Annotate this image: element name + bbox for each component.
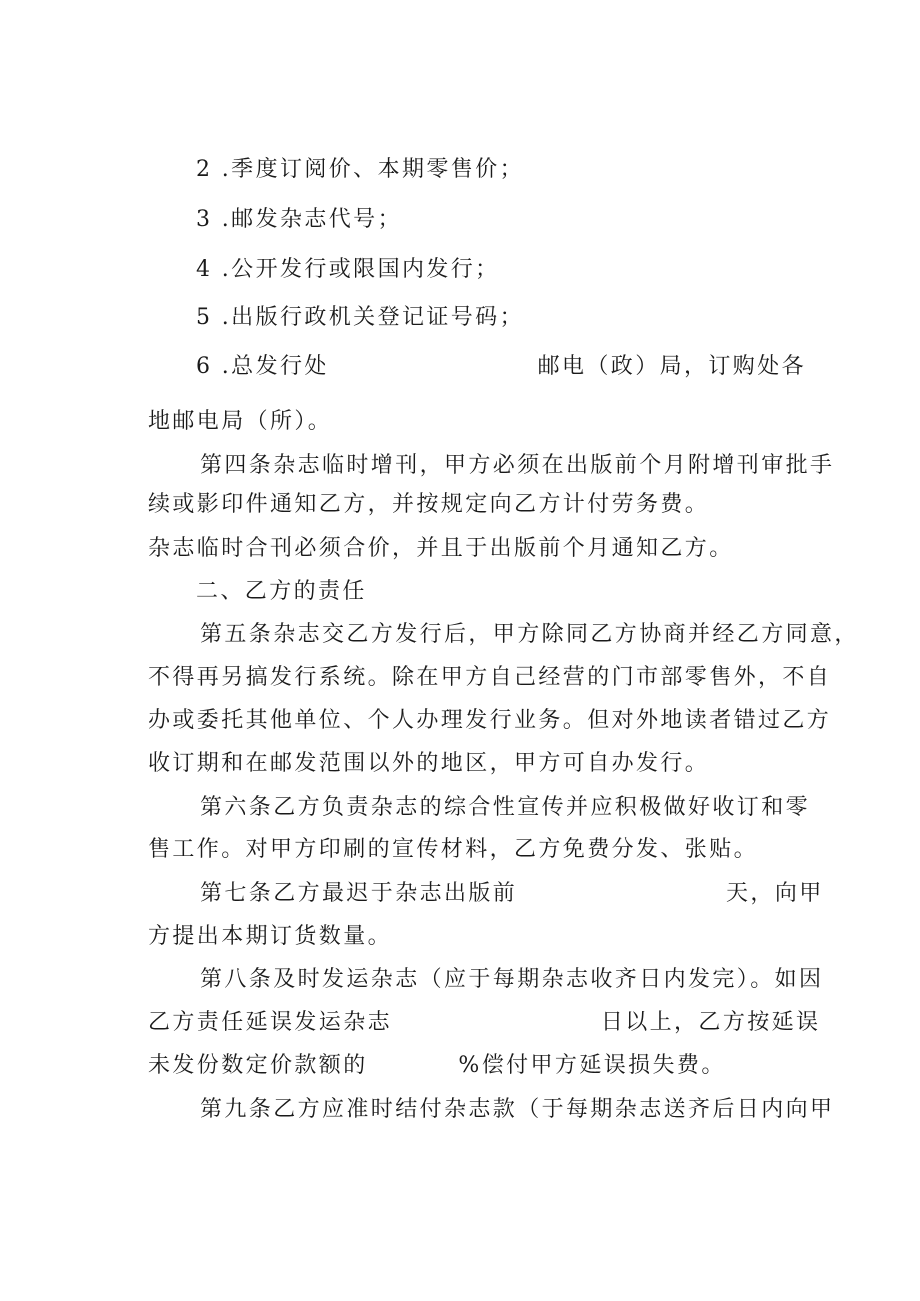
section-heading: 二、乙方的责任 — [196, 579, 367, 604]
list-item-6-part-a: 6 .总发行处 — [196, 354, 329, 379]
list-item-4: 4 .公开发行或限国内发行； — [196, 257, 500, 282]
article-7-line-1 — [200, 880, 824, 908]
article-7-line-2: 方提出本期订货数量。 — [148, 924, 393, 949]
article-4-line-2: 续或影印件通知乙方，并按规定向乙方计付劳务费。 — [148, 492, 710, 517]
article-5-line-3: 办或委托其他单位、个人办理发行业务。但对外地读者错过乙方 — [148, 708, 832, 733]
article-4-line-3: 杂志临时合刊必须合价，并且于出版前个月通知乙方。 — [148, 536, 734, 561]
list-item-6-continuation: 地邮电局（所）。 — [148, 409, 333, 434]
article-9-line-1: 第九条乙方应准时结付杂志款（于每期杂志送齐后日内向甲 — [200, 1097, 835, 1122]
list-item-6 — [196, 353, 806, 381]
article-5-line-1: 第五条杂志交乙方发行后，甲方除同乙方协商并经乙方同意， — [200, 622, 859, 647]
article-7-part-a: 第七条乙方最迟于杂志出版前 — [200, 881, 518, 906]
article-6-line-1: 第六条乙方负责杂志的综合性宣传并应积极做好收订和零 — [200, 795, 811, 820]
article-8-line-2 — [148, 1009, 820, 1037]
list-item-6-part-b: 邮电（政）局，订购处各 — [537, 354, 807, 379]
article-5-line-4: 收订期和在邮发范围以外的地区，甲方可自办发行。 — [148, 751, 710, 776]
article-7-part-b: 天，向甲 — [726, 881, 824, 906]
article-6-line-2: 售工作。对甲方印刷的宣传材料，乙方免费分发、张贴。 — [148, 837, 759, 862]
article-8-line-2-part-b: 日以上，乙方按延误 — [600, 1010, 821, 1035]
article-4-line-1: 第四条杂志临时增刊，甲方必须在出版前个月附增刊审批手 — [200, 453, 835, 478]
list-item-5: 5 .出版行政机关登记证号码； — [196, 305, 524, 330]
article-8-line-2-part-a: 乙方责任延误发运杂志 — [148, 1010, 393, 1035]
article-8-line-3-part-b: %偿付甲方延误损失费。 — [458, 1053, 726, 1078]
article-8-line-3-part-a: 未发份数定价款额的 — [148, 1053, 368, 1078]
article-5-line-2: 不得再另搞发行系统。除在甲方自己经营的门市部零售外，不自 — [148, 665, 832, 690]
article-8-line-1: 第八条及时发运杂志（应于每期杂志收齐日内发完）。如因 — [200, 967, 824, 992]
list-item-3: 3 .邮发杂志代号； — [196, 207, 402, 232]
list-item-2: 2 .季度订阅价、本期零售价； — [196, 157, 524, 182]
article-8-line-3 — [148, 1052, 726, 1080]
